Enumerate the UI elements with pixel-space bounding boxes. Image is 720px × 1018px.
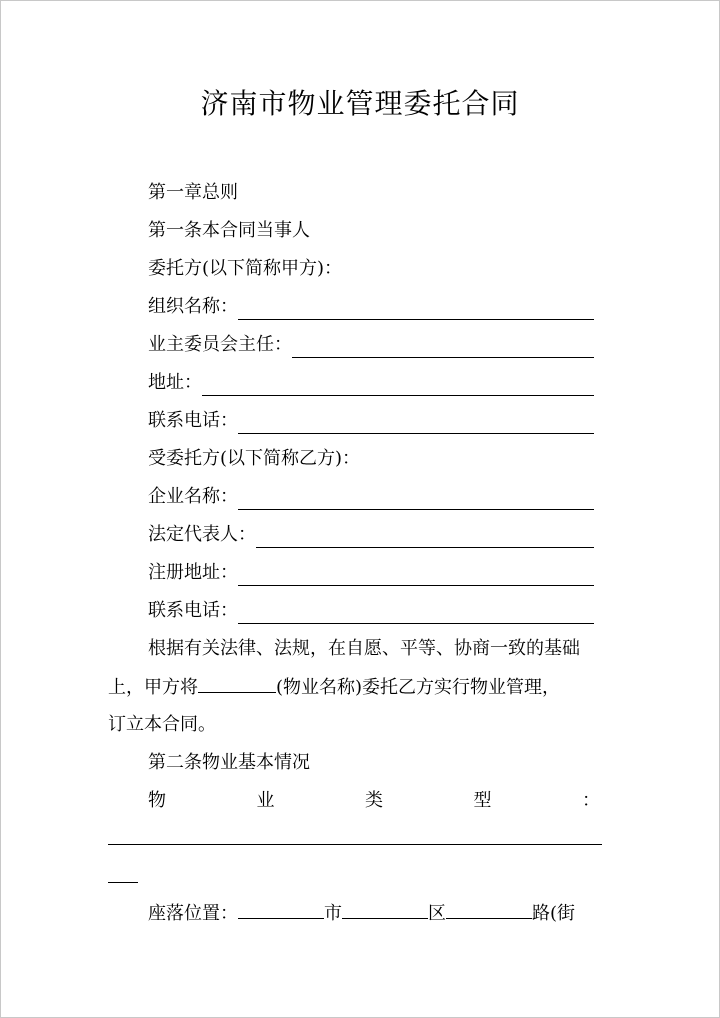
org-name-row bbox=[148, 294, 594, 320]
city-blank[interactable] bbox=[238, 900, 324, 919]
property-type-char: 物 bbox=[148, 790, 166, 811]
property-type-char: 业 bbox=[256, 790, 275, 811]
road-blank[interactable] bbox=[446, 900, 532, 919]
reg-address-blank[interactable] bbox=[238, 567, 594, 586]
property-name-blank[interactable] bbox=[198, 674, 276, 693]
property-type-colon: ： bbox=[582, 790, 600, 811]
property-type-char: 型 bbox=[473, 790, 492, 811]
property-type-blank[interactable] bbox=[108, 826, 602, 845]
legal-rep-label: 法定代表人： bbox=[148, 524, 256, 545]
paragraph-line-2-end: (物业名称)委托乙方实行物业管理， bbox=[276, 677, 561, 698]
paragraph-line-2-start: 上，甲方将 bbox=[108, 677, 198, 698]
paragraph-line-1: 根据有关法律、法规，在自愿、平等、协商一致的基础 bbox=[148, 638, 580, 659]
district-blank[interactable] bbox=[342, 900, 428, 919]
chapter-heading: 第一章总则 bbox=[148, 182, 238, 203]
committee-director-row bbox=[148, 332, 594, 358]
document-title: 济南市物业管理委托合同 bbox=[200, 87, 520, 120]
committee-director-blank[interactable] bbox=[292, 339, 594, 358]
legal-rep-blank[interactable] bbox=[256, 529, 594, 548]
reg-address-label: 注册地址： bbox=[148, 562, 238, 583]
party-b-phone-label: 联系电话： bbox=[148, 600, 238, 621]
company-name-row bbox=[148, 484, 594, 510]
article-2-heading: 第二条物业基本情况 bbox=[148, 752, 310, 773]
paragraph-line-3: 订立本合同。 bbox=[108, 714, 216, 735]
company-name-blank[interactable] bbox=[238, 491, 594, 510]
committee-director-label: 业主委员会主任： bbox=[148, 334, 292, 355]
property-type-char: 类 bbox=[365, 790, 383, 811]
reg-address-row bbox=[148, 560, 594, 586]
article-1-heading: 第一条本合同当事人 bbox=[148, 220, 310, 241]
road-label: 路(街 bbox=[532, 903, 576, 924]
party-a-phone-label: 联系电话： bbox=[148, 410, 238, 431]
company-name-label: 企业名称： bbox=[148, 486, 238, 507]
legal-rep-row bbox=[148, 522, 594, 548]
party-a-phone-blank[interactable] bbox=[238, 415, 594, 434]
party-b-phone-blank[interactable] bbox=[238, 605, 594, 624]
party-a-phone-row bbox=[148, 408, 594, 434]
district-label: 区 bbox=[428, 903, 446, 924]
property-type-blank-continued[interactable] bbox=[108, 864, 138, 883]
location-row bbox=[148, 900, 575, 927]
address-label: 地址： bbox=[148, 372, 202, 393]
address-blank[interactable] bbox=[202, 377, 594, 396]
org-name-label: 组织名称： bbox=[148, 296, 238, 317]
org-name-blank[interactable] bbox=[238, 301, 594, 320]
party-a-heading: 委托方(以下简称甲方)： bbox=[148, 258, 343, 279]
location-label: 座落位置： bbox=[148, 903, 238, 924]
party-b-heading: 受委托方(以下简称乙方)： bbox=[148, 448, 361, 469]
property-type-label bbox=[148, 788, 600, 814]
paragraph-line-2 bbox=[108, 674, 560, 701]
city-label: 市 bbox=[324, 903, 342, 924]
party-b-phone-row bbox=[148, 598, 594, 624]
address-row bbox=[148, 370, 594, 396]
